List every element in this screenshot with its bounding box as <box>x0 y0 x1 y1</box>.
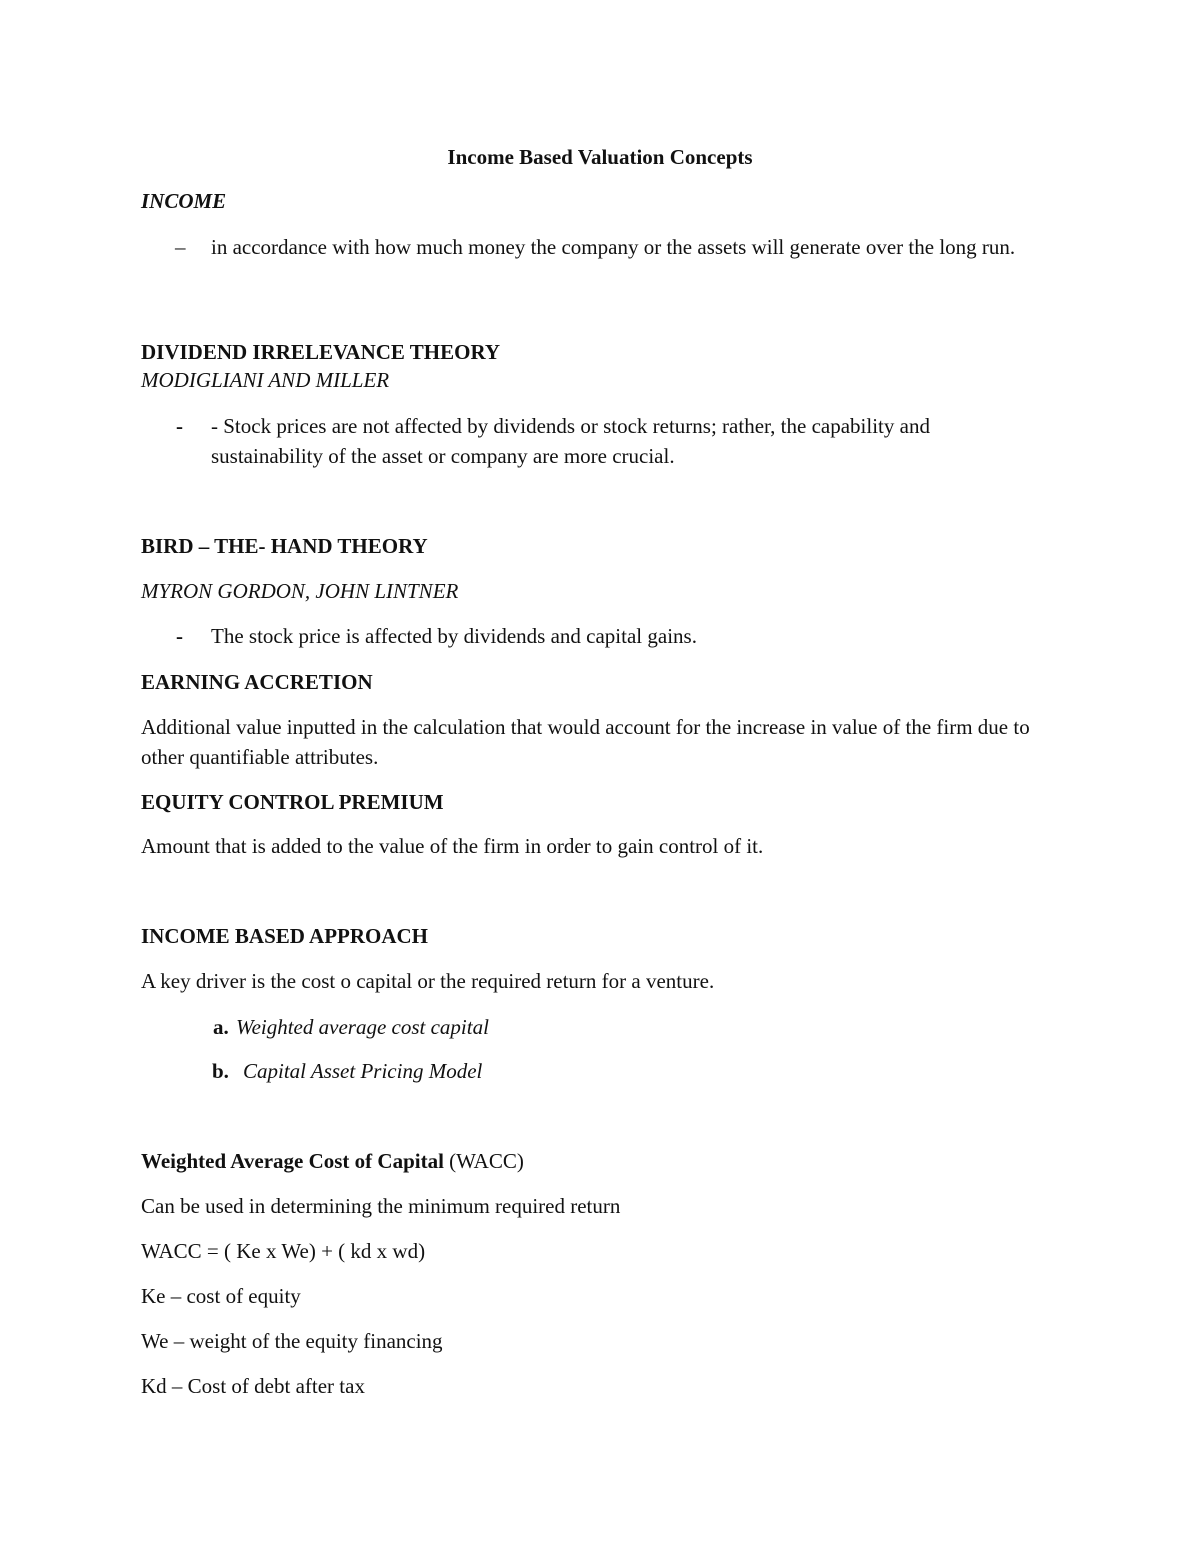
income-heading: INCOME <box>141 189 227 213</box>
bird-bullet-marker: - <box>176 624 183 648</box>
document-title: Income Based Valuation Concepts <box>447 145 753 169</box>
earning-accretion-heading: EARNING ACCRETION <box>141 670 373 694</box>
wacc-description: Can be used in determining the minimum required return <box>141 1194 621 1218</box>
wacc-formula: WACC = ( Ke x We) + ( kd x wd) <box>141 1239 426 1263</box>
earning-accretion-text: Additional value inputted in the calculation that would account for the increase in value of the firm due to other quantifiable attributes. <box>141 715 1030 769</box>
dividend-bullet-text: - Stock prices are not affected by dividends or stock returns; rather, the capability and sustainability of the asset or company are more crucial. <box>211 414 930 468</box>
approach-item-marker: b. <box>212 1059 229 1083</box>
income-based-approach-text: A key driver is the cost o capital or the required return for a venture. <box>141 969 715 993</box>
bird-in-hand-heading: BIRD – THE- HAND THEORY <box>141 534 428 558</box>
wacc-definition: Ke – cost of equity <box>141 1284 301 1308</box>
dividend-irrelevance-heading: DIVIDEND IRRELEVANCE THEORY <box>141 340 501 364</box>
approach-item-label: Capital Asset Pricing Model <box>243 1059 483 1083</box>
bird-in-hand-authors: MYRON GORDON, JOHN LINTNER <box>141 579 459 603</box>
wacc-heading-rest: (WACC) <box>443 1149 524 1173</box>
dividend-irrelevance-authors: MODIGLIANI AND MILLER <box>141 368 390 392</box>
equity-control-premium-heading: EQUITY CONTROL PREMIUM <box>141 790 444 814</box>
dividend-bullet-marker: - <box>176 414 183 438</box>
bird-bullet-text: The stock price is affected by dividends and capital gains. <box>211 624 697 648</box>
approach-item-label: Weighted average cost capital <box>236 1015 489 1039</box>
wacc-heading <box>141 1146 524 1176</box>
income-bullet-text: in accordance with how much money the company or the assets will generate over the long run. <box>211 235 1016 259</box>
equity-control-premium-text: Amount that is added to the value of the firm in order to gain control of it. <box>141 834 764 858</box>
income-bullet-marker: – <box>175 235 186 259</box>
income-based-approach-heading: INCOME BASED APPROACH <box>141 924 429 948</box>
approach-item-marker: a. <box>213 1015 229 1039</box>
wacc-heading-bold: Weighted Average Cost of Capital <box>141 1149 444 1173</box>
wacc-definition: We – weight of the equity financing <box>141 1329 443 1353</box>
wacc-definition: Kd – Cost of debt after tax <box>141 1374 365 1398</box>
